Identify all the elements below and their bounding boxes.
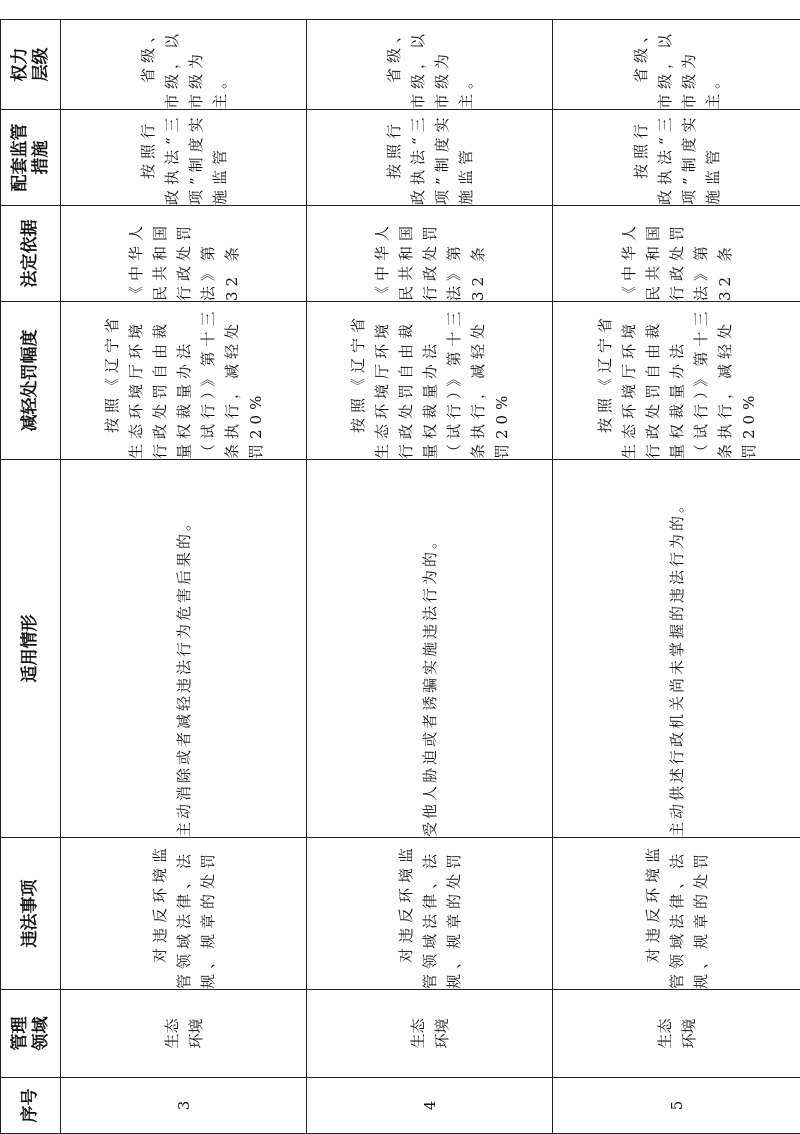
matter-cell: 对违反环境监管领域法律、法规、规章的处罚 bbox=[61, 838, 307, 990]
basis-cell: 《中华人民共和国行政处罚法》第 32 条 bbox=[553, 206, 800, 302]
header-range: 减轻处罚幅度 bbox=[1, 302, 61, 460]
table-row bbox=[553, 20, 800, 1134]
basis-cell: 《中华人民共和国行政处罚法》第 32 条 bbox=[307, 206, 553, 302]
header-situation: 适用情形 bbox=[1, 460, 61, 838]
basis-cell: 《中华人民共和国行政处罚法》第 32 条 bbox=[61, 206, 307, 302]
supervision-cell: 按照行政执法“三项”制度实施监管 bbox=[61, 110, 307, 206]
level-cell: 省级、市级，以市级为主。 bbox=[61, 20, 307, 110]
supervision-cell: 按照行政执法“三项”制度实施监管 bbox=[553, 110, 800, 206]
level-cell: 省级、市级，以市级为主。 bbox=[553, 20, 800, 110]
header-domain: 管理 领域 bbox=[1, 990, 61, 1078]
situation-cell: 主动消除或者减轻违法行为危害后果的。 bbox=[61, 460, 307, 838]
situation-cell: 受他人胁迫或者诱骗实施违法行为的。 bbox=[307, 460, 553, 838]
seq-cell: 5 bbox=[553, 1078, 800, 1134]
table-row bbox=[307, 20, 553, 1134]
domain-cell: 生态 环境 bbox=[61, 990, 307, 1078]
domain-cell: 生态 环境 bbox=[307, 990, 553, 1078]
penalty-table bbox=[0, 19, 800, 1134]
matter-cell: 对违反环境监管领域法律、法规、规章的处罚 bbox=[553, 838, 800, 990]
header-seq: 序号 bbox=[1, 1078, 61, 1134]
domain-cell: 生态 环境 bbox=[553, 990, 800, 1078]
header-basis: 法定依据 bbox=[1, 206, 61, 302]
matter-cell: 对违反环境监管领域法律、法规、规章的处罚 bbox=[307, 838, 553, 990]
table-row bbox=[61, 20, 307, 1134]
header-supervision: 配套监管 措施 bbox=[1, 110, 61, 206]
range-cell: 按照《辽宁省生态环境厅环境行政处罚自由裁量权裁量办法（试行）》第十三条执行，减轻处罚20% bbox=[61, 302, 307, 460]
header-row bbox=[1, 20, 61, 1134]
situation-cell: 主动供述行政机关尚未掌握的违法行为的。 bbox=[553, 460, 800, 838]
level-cell: 省级、市级，以市级为主。 bbox=[307, 20, 553, 110]
header-matter: 违法事项 bbox=[1, 838, 61, 990]
supervision-cell: 按照行政执法“三项”制度实施监管 bbox=[307, 110, 553, 206]
header-level: 权力 层级 bbox=[1, 20, 61, 110]
range-cell: 按照《辽宁省生态环境厅环境行政处罚自由裁量权裁量办法（试行）》第十三条执行，减轻处罚20% bbox=[553, 302, 800, 460]
seq-cell: 4 bbox=[307, 1078, 553, 1134]
seq-cell: 3 bbox=[61, 1078, 307, 1134]
range-cell: 按照《辽宁省生态环境厅环境行政处罚自由裁量权裁量办法（试行）》第十三条执行，减轻处罚20% bbox=[307, 302, 553, 460]
